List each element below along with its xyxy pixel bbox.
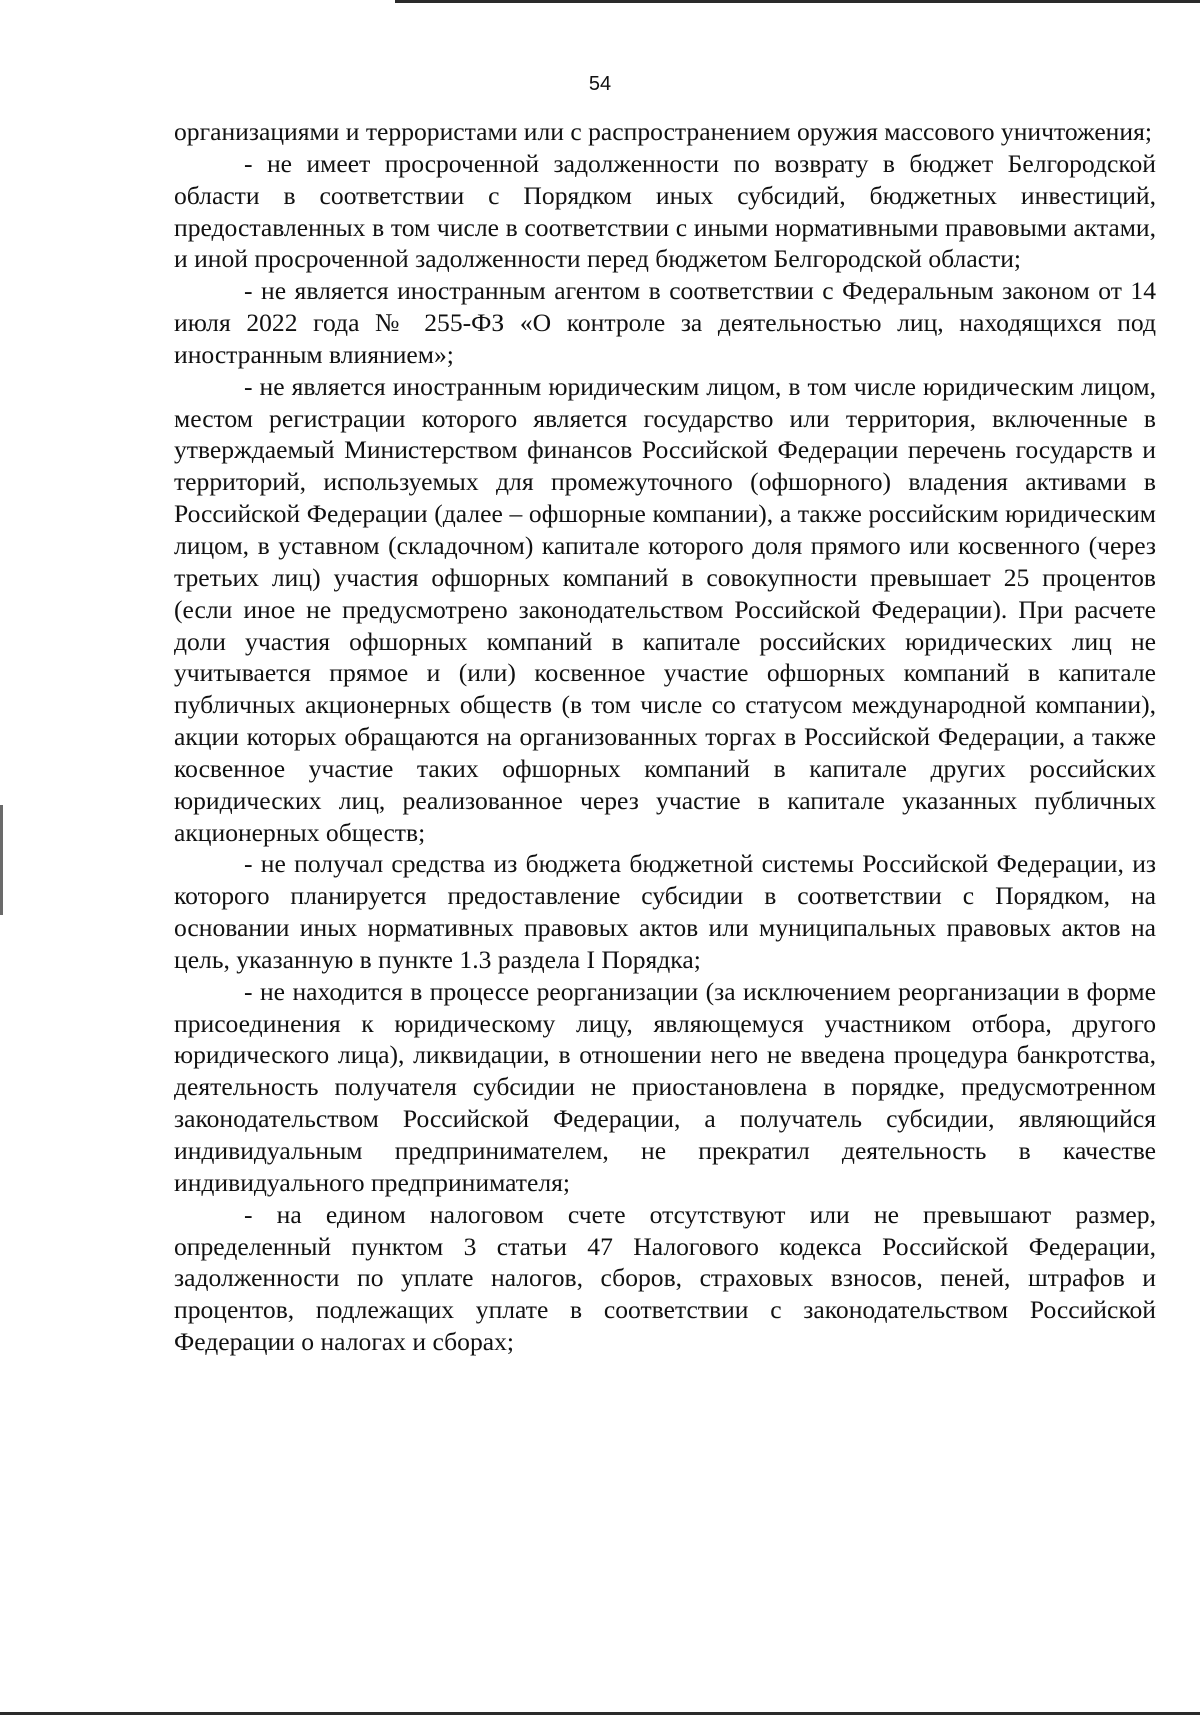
list-item-no-budget-funds: - не получал средства из бюджета бюджетной системы Российской Федерации, из которого планируется предоставление субсидии в соответствии с Порядком, на основании иных нормативных правовых актов или муниципальных правовых актов на цель, указанную в пункте 1.3 раздела I Порядка; <box>174 849 1156 974</box>
document-body <box>174 116 1156 1358</box>
list-item-not-foreign-legal-entity: - не является иностранным юридическим лицом, в том числе юридическим лицом, местом регистрации которого является государство или территория, включенные в утверждаемый Министерством финансов Российской Федерации перечень государств и территорий, используемых для промежуточного (офшорного) владения активами в Российской Федерации (далее – офшорные компании), а также российским юридическим лицом, в уставном (складочном) капитале которого доля прямого или косвенного (через третьих лиц) участия офшорных компаний в совокупности превышает 25 процентов (если иное не предусмотрено законодательством Российской Федерации). При расчете доли участия офшорных компаний в капитале российских юридических лиц не учитывается прямое и (или) косвенное участие офшорных компаний в капитале публичных акционерных обществ (в том числе со статусом международной компании), акции которых обращаются на организованных торгах в Российской Федерации, а также косвенное участие таких офшорных компаний в капитале других российских юридических лиц, реализованное через участие в капитале указанных публичных акционерных обществ; <box>174 371 1156 847</box>
list-item-not-foreign-agent: - не является иностранным агентом в соответствии с Федеральным законом от 14 июля 2022 года № 255-ФЗ «О контроле за деятельностью лиц, находящихся под иностранным влиянием»; <box>174 276 1156 369</box>
list-item-no-tax-debt: - на едином налоговом счете отсутствуют или не превышают размер, определенный пунктом 3 статьи 47 Налогового кодекса Российской Федерации, задолженности по уплате налогов, сборов, страховых взносов, пеней, штрафов и процентов, подлежащих уплате в соответствии с законодательством Российской Федерации о налогах и сборах; <box>174 1199 1156 1357</box>
paragraph-continuation: организациями и террористами или с распространением оружия массового уничтожения; <box>174 117 1152 146</box>
scan-edge-top <box>395 0 1200 3</box>
list-item-not-in-reorganization: - не находится в процессе реорганизации (за исключением реорганизации в форме присоединения к юридическому лицу, являющемуся участником отбора, другого юридического лица), ликвидации, в отношении него не введена процедура банкротства, деятельность получателя субсидии не приостановлена в порядке, предусмотренном законодательством Российской Федерации, а получатель субсидии, являющийся индивидуальным предпринимателем, не прекратил деятельность в качестве индивидуального предпринимателя; <box>174 976 1156 1197</box>
scan-edge-bottom <box>0 1712 1200 1715</box>
scan-edge-left-mark <box>0 805 3 915</box>
page-number: 54 <box>588 73 612 95</box>
list-item-no-overdue-debt: - не имеет просроченной задолженности по возврату в бюджет Белгородской области в соответствии с Порядком иных субсидий, бюджетных инвестиций, предоставленных в том числе в соответствии с иными нормативными правовыми актами, и иной просроченной задолженности перед бюджетом Белгородской области; <box>174 148 1156 274</box>
